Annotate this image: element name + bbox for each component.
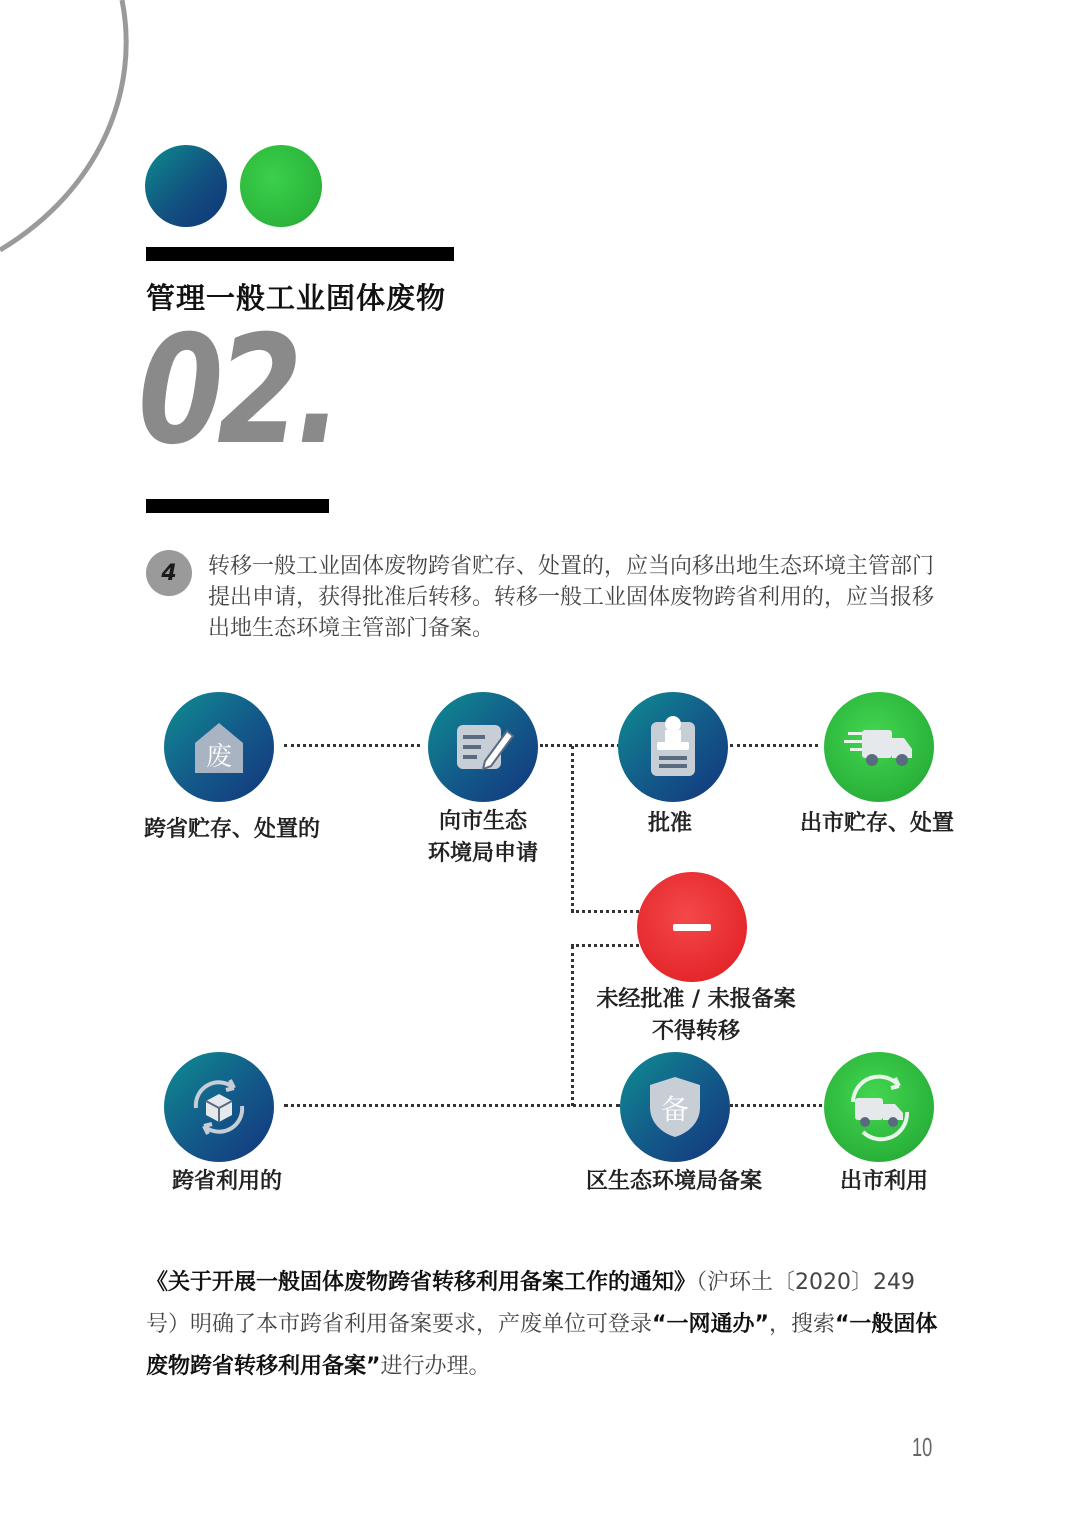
connector-line [571,946,574,1106]
approve-node [618,692,728,802]
waste-house-icon [189,717,249,777]
waste-storage-node [164,692,274,802]
denied-node [637,872,747,982]
apply-label-line1: 向市生态 [438,809,527,834]
section-number: 02. [138,304,337,478]
decorative-dot-green [240,145,322,227]
recycle-truck-icon [841,1072,917,1142]
filing-icon-glyph: 备 [660,1093,690,1126]
connector-line [571,746,574,912]
out-storage-label: 出市贮存、处置 [800,811,955,836]
minus-icon [673,924,711,931]
page-number: 10 [912,1432,933,1462]
out-storage-node [824,692,934,802]
apply-label [424,806,542,870]
filing-label: 区生态环境局备案 [586,1169,763,1194]
recycle-box-icon [184,1072,254,1142]
denied-label-line1: 未经批准 / 未报备案 [596,987,796,1012]
storage-label: 跨省贮存、处置的 [144,817,321,842]
notice-doc-ref: （沪环土〔2020〕249号） [146,1270,915,1337]
approve-label: 批准 [648,811,693,836]
approval-stamp-icon [645,714,701,780]
notice-search-term: “一般固体废物跨省转移利用备案” [146,1312,938,1379]
delivery-truck-icon [844,722,914,772]
notice-platform: “一网通办” [652,1312,769,1337]
connector-line [540,744,620,747]
decorative-arc [0,0,140,260]
denied-label-line2: 不得转移 [651,1019,740,1044]
filing-node [620,1052,730,1162]
notice-text-2: ，搜索 [768,1312,835,1337]
denied-label [592,984,800,1048]
item-paragraph: 转移一般工业固体废物跨省贮存、处置的，应当向移出地生态环境主管部门提出申请，获得批准后转移。转移一般工业固体废物跨省利用的，应当报移出地生态环境主管部门备案。 [208,554,935,641]
shield-filing-icon [646,1075,704,1139]
waste-icon-glyph: 废 [205,742,233,772]
notice-text-3: 进行办理。 [380,1354,491,1379]
utilize-node [164,1052,274,1162]
section-title: 管理一般工业固体废物 [146,281,447,315]
decorative-dot-blue [145,145,227,227]
notice-text-1: 明确了本市跨省利用备案要求，产废单位可登录 [190,1312,653,1337]
connector-line [730,1104,822,1107]
connector-line [284,1104,620,1107]
notice-paragraph [146,1262,946,1388]
apply-node [428,692,538,802]
connector-line [730,744,818,747]
connector-line [284,744,420,747]
connector-line [571,944,639,947]
title-bar-bottom [146,499,329,513]
utilize-label: 跨省利用的 [172,1169,283,1194]
apply-label-line2: 环境局申请 [427,841,538,866]
connector-line [571,910,639,913]
notice-doc-title: 《关于开展一般固体废物跨省转移利用备案工作的通知》 [146,1270,697,1295]
out-utilize-label: 出市利用 [840,1169,929,1194]
title-bar-top [146,247,454,261]
out-utilize-node [824,1052,934,1162]
item-number-badge: 4 [146,550,192,596]
form-edit-icon [451,717,515,777]
